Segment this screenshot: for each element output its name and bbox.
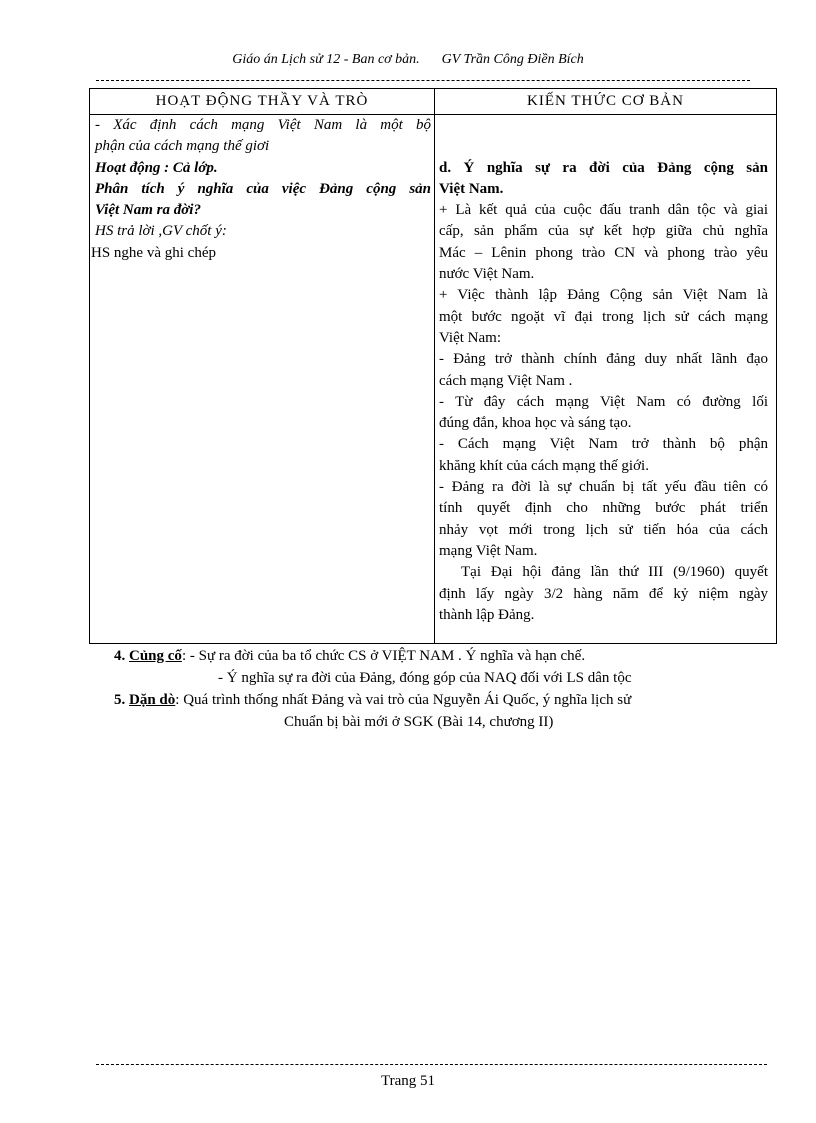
activities-cell xyxy=(90,115,435,644)
homework-line-1 xyxy=(114,689,632,711)
activity-label: Hoạt động : Cả lớp. xyxy=(95,159,218,176)
knowledge-heading-line-2: Việt Nam. xyxy=(439,180,504,197)
column-header-knowledge: KIẾN THỨC CƠ BẢN xyxy=(435,89,777,115)
answer-note: HS trả lời ,GV chốt ý: xyxy=(95,223,227,240)
question-line-1: Phân tích ý nghĩa của việc Đảng cộng sản xyxy=(95,180,431,197)
page-number: Trang 51 xyxy=(380,1073,436,1089)
knowledge-cell xyxy=(435,115,777,644)
knowledge-line: - Từ đây cách mạng Việt Nam có đường lối xyxy=(439,393,768,410)
knowledge-line: một bước ngoặt vĩ đại trong lịch sử cách mạng xyxy=(439,308,768,325)
consolidation-line-1 xyxy=(114,645,632,667)
column-header-activities: HOẠT ĐỘNG THẦY VÀ TRÒ xyxy=(90,89,435,115)
homework-label: Dặn dò xyxy=(129,692,176,708)
lesson-summary xyxy=(114,645,632,733)
knowledge-line: - Đảng trở thành chính đảng duy nhất lãnh đạo xyxy=(439,351,768,368)
homework-number: 5. xyxy=(114,692,126,708)
question-line-2: Việt Nam ra đời? xyxy=(95,202,201,219)
homework-text-1: : Quá trình thống nhất Đảng và vai trò của Nguyễn Ái Quốc, ý nghĩa lịch sử xyxy=(175,692,632,708)
knowledge-line: định lấy ngày 3/2 hàng năm để kỷ niệm ngày xyxy=(439,585,768,602)
student-note: HS nghe và ghi chép xyxy=(91,244,216,261)
knowledge-line: nước Việt Nam. xyxy=(439,266,535,283)
consolidation-line-2: - Ý nghĩa sự ra đời của Đảng, đóng góp của NAQ đối với LS dân tộc xyxy=(218,670,632,686)
knowledge-line: thành lập Đảng. xyxy=(439,606,535,623)
left-line-1: - Xác định cách mạng Việt Nam là một bộ xyxy=(95,117,431,133)
knowledge-line: khăng khít của cách mạng thế giới. xyxy=(439,457,649,474)
consolidation-label: Củng cố xyxy=(129,648,182,664)
knowledge-line: Tại Đại hội đảng lần thứ III (9/1960) quyết xyxy=(461,564,768,581)
consolidation-number: 4. xyxy=(114,648,126,664)
knowledge-line: cách mạng Việt Nam . xyxy=(439,372,573,389)
knowledge-line: Việt Nam: xyxy=(439,329,501,346)
knowledge-line: nhảy vọt mới trong lịch sử tiến hóa của cách xyxy=(439,521,768,538)
lesson-table xyxy=(89,88,777,644)
knowledge-line: Mác – Lênin phong trào CN và phong trào yêu xyxy=(439,244,768,261)
page-header xyxy=(0,52,816,68)
homework-line-2: Chuẩn bị bài mới ở SGK (Bài 14, chương II) xyxy=(284,714,554,730)
left-line-2: phận của cách mạng thế giơi xyxy=(95,138,270,155)
footer-divider xyxy=(96,1064,767,1065)
knowledge-heading-line-1: d. Ý nghĩa sự ra đời của Đảng cộng sản xyxy=(439,159,768,176)
knowledge-line: mạng Việt Nam. xyxy=(439,542,538,559)
header-author: GV Trần Công Điền Bích xyxy=(441,52,584,67)
knowledge-line: - Đảng ra đời là sự chuẩn bị tất yếu đầu tiên có xyxy=(439,479,768,496)
knowledge-line: + Là kết quả của cuộc đấu tranh dân tộc và giai xyxy=(439,202,768,219)
knowledge-line: cấp, sản phẩm của sự kết hợp giữa chủ nghĩa xyxy=(439,223,768,240)
consolidation-text-1: : - Sự ra đời của ba tổ chức CS ở VIỆT NAM . Ý nghĩa và hạn chế. xyxy=(181,648,586,664)
header-title: Giáo án Lịch sử 12 - Ban cơ bản. xyxy=(232,52,420,67)
knowledge-line: tính quyết định cho những bước phát triển xyxy=(439,500,768,517)
knowledge-line: đúng đắn, khoa học và sáng tạo. xyxy=(439,415,632,432)
knowledge-line: + Việc thành lập Đảng Cộng sản Việt Nam là xyxy=(439,287,768,304)
header-divider xyxy=(96,80,750,81)
knowledge-line: - Cách mạng Việt Nam trở thành bộ phận xyxy=(439,436,768,453)
